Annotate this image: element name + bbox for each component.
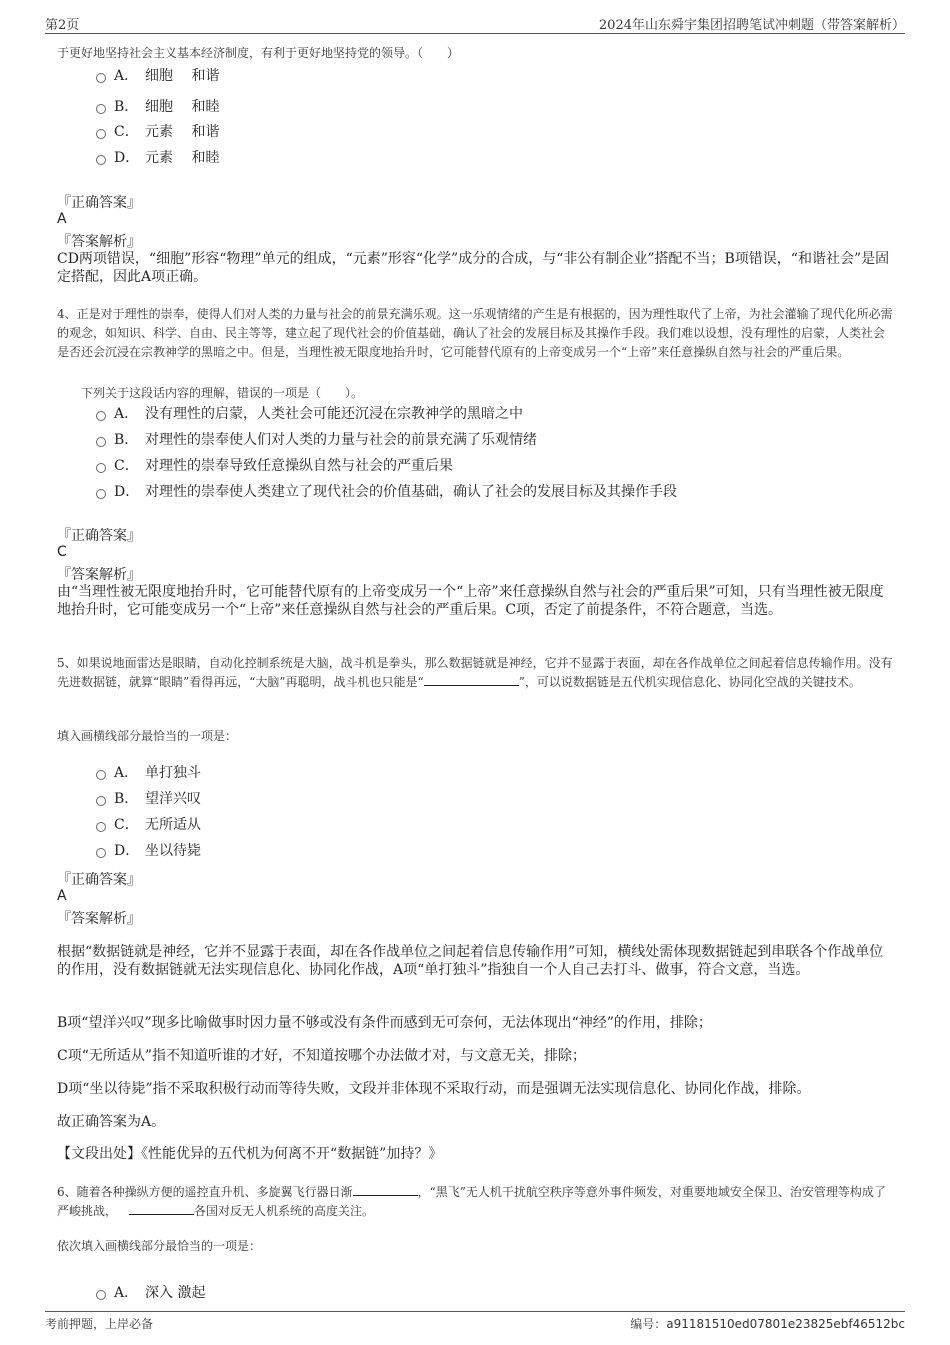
document-title: 2024年山东舜宇集团招聘笔试冲刺题（带答案解析） xyxy=(598,18,905,33)
radio-icon[interactable] xyxy=(96,155,106,165)
q3-option-c[interactable]: C． 元素 和谐 xyxy=(96,122,219,142)
q3-answer-label: 『正确答案』 xyxy=(57,195,141,211)
radio-icon[interactable] xyxy=(96,796,106,806)
q5-analysis-5: 故正确答案为A。 xyxy=(57,1114,166,1130)
q6-blank-2 xyxy=(129,1202,194,1215)
q4-option-d[interactable]: D． 对理性的崇奉使人类建立了现代社会的价值基础，确认了社会的发展目标及其操作手段 xyxy=(96,482,677,502)
radio-icon[interactable] xyxy=(96,1290,106,1300)
q3-option-b[interactable]: B． 细胞 和睦 xyxy=(96,97,219,117)
q4-option-c[interactable]: C． 对理性的崇奉导致任意操纵自然与社会的严重后果 xyxy=(96,456,453,476)
q3-option-d[interactable]: D． 元素 和睦 xyxy=(96,148,219,168)
footer-slogan: 考前押题，上岸必备 xyxy=(45,1317,154,1331)
q5-source: 【文段出处】《性能优异的五代机为何离不开“数据链”加持？》 xyxy=(57,1146,443,1162)
q4-stem: 4、正是对于理性的崇奉，使得人们对人类的力量与社会的前景充满乐观。这一乐观情绪的产生是有根据的，因为理性取代了上帝，为社会灌输了现代化所必需的观念，如知识、科学、自由、民主等等，建立起了现代社会的价值基础，确认了社会的发展目标及其操作手段。我们难以设想，没有理性的启蒙，人类社会是否还会沉浸在宗教神学的黑暗之中。但是，当理性被无限度地抬升时，它可能替代原有的上帝变成另一个“上帝”来任意操纵自然与社会的严重后果。 xyxy=(57,307,893,359)
q4-analysis-label: 『答案解析』 xyxy=(57,567,141,583)
q5-option-c[interactable]: C． 无所适从 xyxy=(96,815,201,835)
radio-icon[interactable] xyxy=(96,463,106,473)
q4-answer-label: 『正确答案』 xyxy=(57,528,141,544)
q6-prompt: 依次填入画横线部分最恰当的一项是： xyxy=(57,1239,262,1253)
q3-answer: A xyxy=(57,211,67,227)
q5-answer-label: 『正确答案』 xyxy=(57,872,141,888)
q5-stem: 5、如果说地面雷达是眼睛，自动化控制系统是大脑，战斗机是拳头，那么数据链就是神经，它并不显露于表面，却在各作战单位之间起着信息传输作用。没有先进数据链，就算“眼睛”看得再远，“大脑”再聪明，战斗机也只能是“ ”，可以说数据链是五代机实现信息化、协同化空战的关键技术。 xyxy=(57,656,893,689)
q6-option-a[interactable]: A． 深入 激起 xyxy=(96,1283,205,1303)
header-rule xyxy=(45,33,905,34)
radio-icon[interactable] xyxy=(96,73,106,83)
q5-option-b[interactable]: B． 望洋兴叹 xyxy=(96,789,201,809)
q5-analysis-3: C项“无所适从”指不知道听谁的才好，不知道按哪个办法做才对，与文意无关，排除； xyxy=(57,1048,587,1064)
radio-icon[interactable] xyxy=(96,437,106,447)
q3-analysis-label: 『答案解析』 xyxy=(57,234,141,250)
q5-analysis-label: 『答案解析』 xyxy=(57,911,141,927)
footer-rule xyxy=(45,1311,905,1312)
q6-stem: 6、随着各种操纵方便的遥控直升机、多旋翼飞行器日渐 ，“黑飞”无人机干扰航空秩序等意外事件频发，对重要地域安全保卫、治安管理等构成了严峻挑战， 各国对反无人机系统的高度关注。 xyxy=(57,1185,886,1218)
q5-analysis-2: B项“望洋兴叹”现多比喻做事时因力量不够或没有条件而感到无可奈何，无法体现出“神经”的作用，排除； xyxy=(57,1015,712,1031)
page-number: 第2页 xyxy=(45,18,80,33)
q4-option-b[interactable]: B． 对理性的崇奉使人们对人类的力量与社会的前景充满了乐观情绪 xyxy=(96,430,537,450)
q3-option-a[interactable]: A． 细胞 和谐 xyxy=(96,66,219,86)
q5-option-a[interactable]: A． 单打独斗 xyxy=(96,763,201,783)
radio-icon[interactable] xyxy=(96,822,106,832)
q5-option-d[interactable]: D． 坐以待毙 xyxy=(96,841,201,861)
q5-prompt: 填入画横线部分最恰当的一项是： xyxy=(57,729,238,743)
q4-analysis: 由“当理性被无限度地抬升时，它可能替代原有的上帝变成另一个“上帝”来任意操纵自然与社会的严重后果”可知，只有当理性被无限度地抬升时，它可能变成另一个“上帝”来任意操纵自然与社会的严重后果。C项，否定了前提条件，不符合题意，当选。 xyxy=(57,584,884,618)
radio-icon[interactable] xyxy=(96,489,106,499)
q5-analysis-4: D项“坐以待毙”指不采取积极行动而等待失败，文段并非体现不采取行动，而是强调无法实现信息化、协同化作战，排除。 xyxy=(57,1081,811,1097)
radio-icon[interactable] xyxy=(96,129,106,139)
q4-answer: C xyxy=(57,544,67,560)
footer-code: 编号：a91181510ed07801e23825ebf46512bc xyxy=(630,1317,905,1331)
radio-icon[interactable] xyxy=(96,770,106,780)
q3-stem: 于更好地坚持社会主义基本经济制度，有利于更好地坚持党的领导。（ ） xyxy=(57,46,460,60)
radio-icon[interactable] xyxy=(96,848,106,858)
q3-analysis: CD两项错误，“细胞”形容“物理”单元的组成，“元素”形容“化学”成分的合成，与“非公有制企业”搭配不当；B项错误，“和谐社会”是固定搭配，因此A项正确。 xyxy=(57,251,890,285)
q6-blank-1 xyxy=(353,1183,418,1196)
radio-icon[interactable] xyxy=(96,104,106,114)
q5-blank xyxy=(424,673,519,686)
q4-option-a[interactable]: A． 没有理性的启蒙，人类社会可能还沉浸在宗教神学的黑暗之中 xyxy=(96,404,523,424)
q5-analysis-1: 根据“数据链就是神经，它并不显露于表面，却在各作战单位之间起着信息传输作用”可知，横线处需体现数据链起到串联各个作战单位的作用，没有数据链就无法实现信息化、协同化作战，A项“单打独斗”指独自一个人自己去打斗、做事，符合文意，当选。 xyxy=(57,944,884,978)
radio-icon[interactable] xyxy=(96,411,106,421)
q4-prompt: 下列关于这段话内容的理解，错误的一项是（ ）。 xyxy=(81,386,364,400)
q5-answer: A xyxy=(57,888,67,904)
